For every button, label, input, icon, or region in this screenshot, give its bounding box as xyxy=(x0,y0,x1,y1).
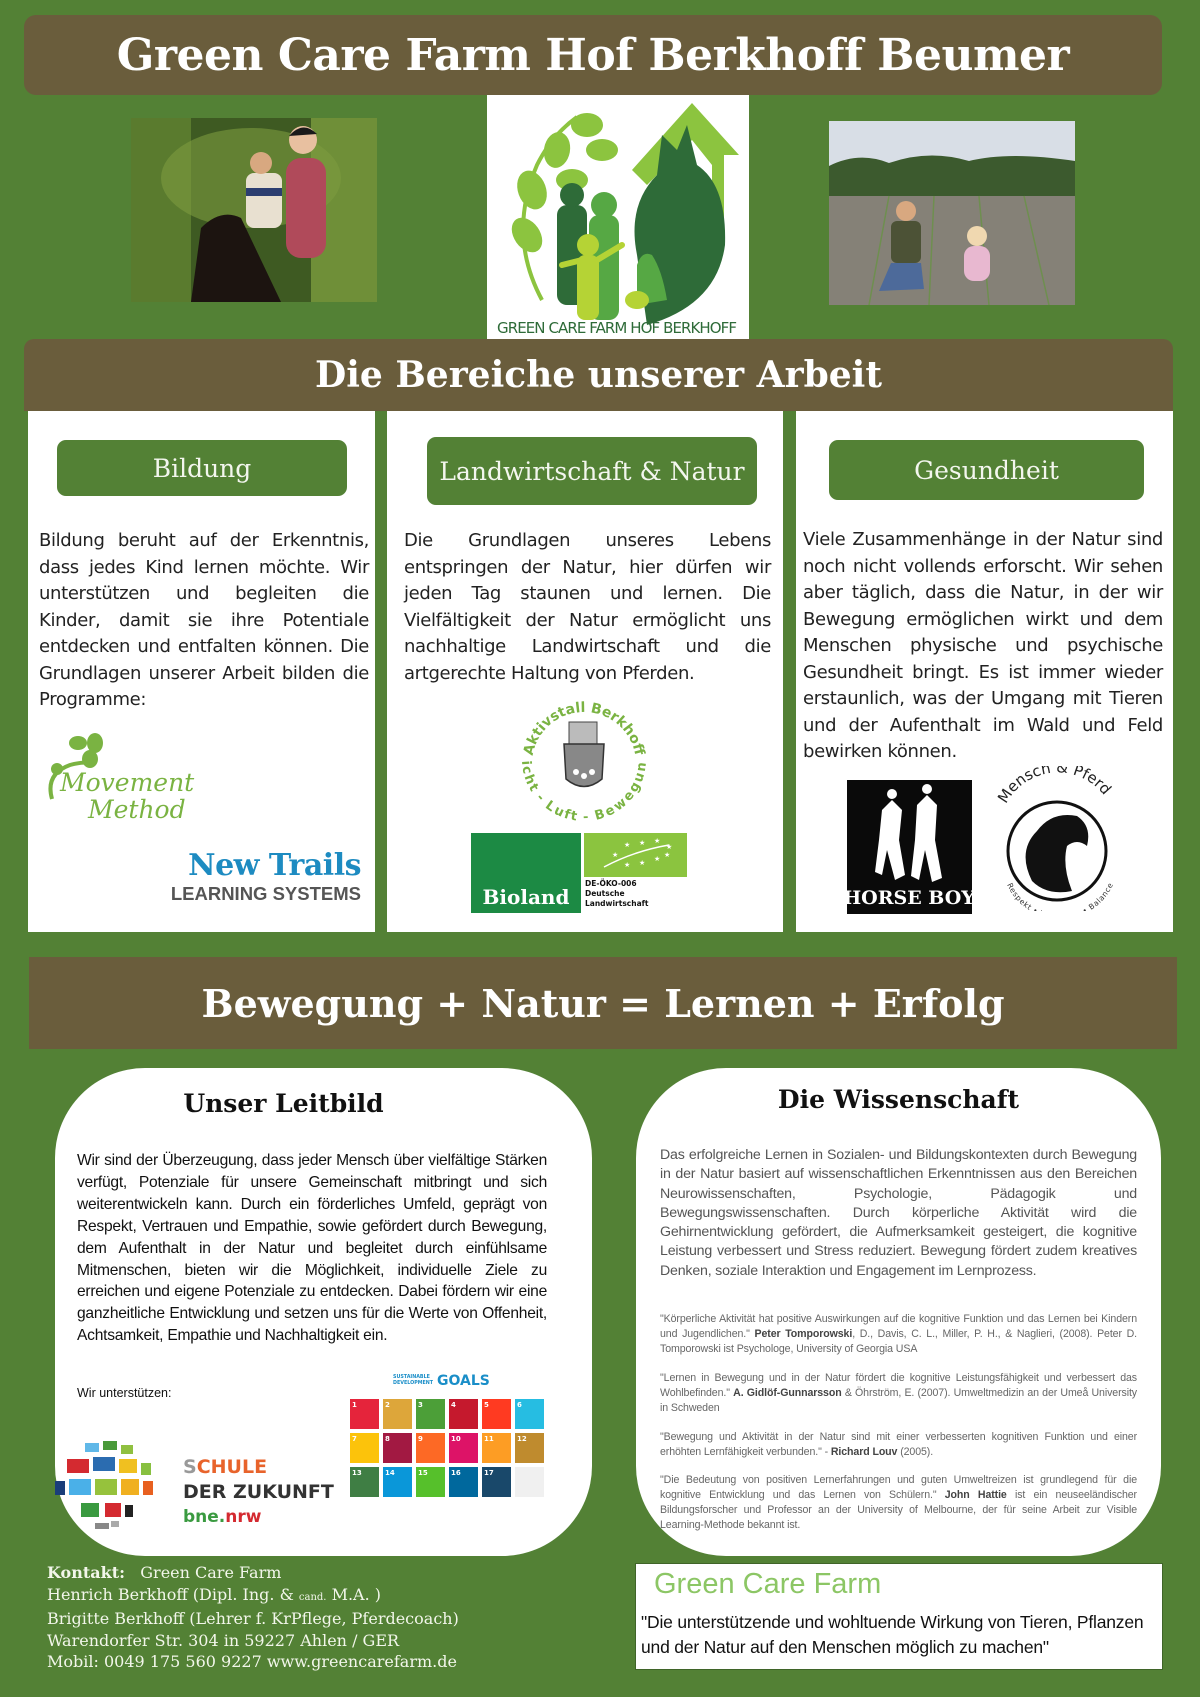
landwirtschaft-text: Die Grundlagen unseres Lebens entspringen der Natur, hier dürfen wir jeden Tag staunen und lernen. Die Vielfältigkeit der Natur ermöglicht uns nachhaltige Landwirtschaft und die artgerechte Haltung von Pferden. xyxy=(404,530,771,684)
learning-systems-text: LEARNING SYSTEMS xyxy=(170,883,361,904)
quote-text: "Bewegung und Aktivität in der Natur sind mit einer verbesserten kognitiven Funktion und einer erhöhten Lernfähigkeit verbunden." - xyxy=(660,1431,1137,1458)
quote-text: "Die Bedeutung von positiven Lernerfahrungen und guten Umweltreizen ist grundlegend für die kognitive Entwicklung und das Lernen von Schülern." xyxy=(660,1474,1137,1501)
sdg-tile-number: 17 xyxy=(484,1469,494,1477)
farm-logo-icon xyxy=(487,95,749,340)
bereiche-title: Die Bereiche unserer Arbeit xyxy=(315,354,882,396)
page-title: Green Care Farm Hof Berkhoff Beumer xyxy=(116,29,1070,81)
sdg-tile-number: 4 xyxy=(451,1401,456,1409)
column-gesundheit xyxy=(796,411,1173,932)
quote-source: & Öhrström, E. (2007). Umweltmedizin an der Umeå University in Schweden xyxy=(660,1387,1137,1414)
horse-boy-logo xyxy=(847,780,972,914)
wissenschaft-panel xyxy=(636,1068,1161,1556)
sdg-tile-grid xyxy=(350,1399,546,1497)
svg-text:★: ★ xyxy=(664,852,671,859)
aktivstall-text: Aktivstall Berkhoff xyxy=(520,699,648,758)
sdg-tile-number: 10 xyxy=(451,1435,461,1443)
sdg-tile xyxy=(383,1399,412,1429)
sdg-tile-number: 5 xyxy=(484,1401,489,1409)
sdg-tile xyxy=(449,1433,478,1463)
schule-s-text: S xyxy=(183,1456,197,1478)
contact-org: Green Care Farm xyxy=(140,1563,282,1582)
sdg-tile-number: 13 xyxy=(352,1469,362,1477)
sdg-tile xyxy=(350,1399,379,1429)
contact-phone-web[interactable]: Mobil: 0049 175 560 9227 www.greencarefarm.de xyxy=(47,1652,457,1672)
quote-tomporowski xyxy=(660,1312,1137,1357)
quote-source: (2005). xyxy=(897,1446,934,1458)
schule-der-zukunft-logo xyxy=(55,1435,335,1540)
sdg-tile xyxy=(515,1467,544,1497)
quote-text: "Lernen in Bewegung und in der Natur fördert die kognitive Leistungsfähigkeit und verbessert das Wohlbefinden." xyxy=(660,1372,1137,1399)
bildung-label: Bildung xyxy=(152,453,252,483)
sdg-tile-number: 15 xyxy=(418,1469,428,1477)
quote-author: John Hattie xyxy=(944,1489,1007,1501)
sdg-development-text: DEVELOPMENT xyxy=(393,1380,434,1386)
gesundheit-label: Gesundheit xyxy=(914,455,1059,485)
horse-riding-image xyxy=(131,118,377,302)
svg-text:★: ★ xyxy=(624,862,631,869)
quote-hattie xyxy=(660,1473,1137,1533)
der-zukunft-text: DER ZUKUNFT xyxy=(183,1481,334,1503)
logo-text: GREEN CARE FARM HOF BERKHOFF xyxy=(497,319,737,337)
contact-cand: cand. xyxy=(298,1591,327,1603)
leitbild-title: Unser Leitbild xyxy=(183,1089,384,1118)
svg-text:★: ★ xyxy=(639,840,646,847)
formula-title: Bewegung + Natur = Lernen + Erfolg xyxy=(201,980,1005,1026)
svg-text:★: ★ xyxy=(666,844,673,851)
sdg-goals-logo xyxy=(343,1373,548,1523)
new-trails-logo xyxy=(146,849,361,905)
field-image xyxy=(829,121,1075,305)
svg-text:★: ★ xyxy=(654,838,661,845)
quote-source: , D., Davis, C. L., Miller, P. H., & Naglieri, (2008). Peter D. Tomporowski ist Psychologe, University of Georgia USA xyxy=(660,1328,1137,1355)
sdg-tile xyxy=(482,1399,511,1429)
movement-method-logo xyxy=(40,729,240,829)
motto-box xyxy=(635,1563,1163,1670)
sdg-tile xyxy=(482,1433,511,1463)
column-bildung xyxy=(28,411,375,932)
movement-text: Movement xyxy=(60,768,195,797)
bildung-heading xyxy=(57,440,347,496)
quote-gidlof xyxy=(660,1371,1137,1416)
sdg-tile-number: 12 xyxy=(517,1435,527,1443)
sdg-tile xyxy=(416,1399,445,1429)
leaf-icon xyxy=(40,729,240,829)
contact-ma: M.A. ) xyxy=(326,1584,382,1604)
sdg-tile xyxy=(482,1467,511,1497)
svg-text:★: ★ xyxy=(639,860,646,867)
sdg-tile xyxy=(383,1433,412,1463)
schule-text-block xyxy=(183,1455,334,1530)
sdg-tile xyxy=(416,1433,445,1463)
quote-text: "Körperliche Aktivität hat positive Auswirkungen auf die kognitive Funktion und das Lernen bei Kindern und Jugendlichen." xyxy=(660,1313,1137,1340)
sdg-goals-text: GOALS xyxy=(437,1373,490,1389)
globe-tiles-icon xyxy=(55,1435,175,1540)
schule-text: CHULE xyxy=(196,1456,268,1478)
landwirtschaft-label: Landwirtschaft & Natur xyxy=(439,456,745,486)
new-trails-text: New Trails xyxy=(188,848,361,883)
sdg-tile xyxy=(449,1467,478,1497)
sdg-tile xyxy=(383,1467,412,1497)
sdg-tile xyxy=(515,1433,544,1463)
quote-author: A. Gidlöf-Gunnarsson xyxy=(733,1387,842,1399)
svg-text:★: ★ xyxy=(654,856,661,863)
respekt-text: Respekt • • Balance xyxy=(1005,881,1115,911)
contact-henrich: Henrich Berkhoff (Dipl. Ing. & xyxy=(47,1584,299,1604)
sdg-tile-number: 1 xyxy=(352,1401,357,1409)
contact-brigitte: Brigitte Berkhoff (Lehrer f. KrPflege, Pferdecoach) xyxy=(47,1609,459,1629)
leitbild-panel xyxy=(55,1068,592,1556)
bildung-text: Bildung beruht auf der Erkenntnis, dass jedes Kind lernen möchte. Wir unterstützen und begleiten die Kinder, damit sie ihre Potentiale entdecken und entfalten können. Die Grundlagen unserer Arbeit bilden die Programme: xyxy=(39,530,369,710)
sdg-tile xyxy=(416,1467,445,1497)
support-label: Wir unterstützen: xyxy=(77,1386,172,1400)
nrw-text: nrw xyxy=(225,1507,262,1527)
gesundheit-heading xyxy=(829,440,1144,500)
bioland-text: Bioland xyxy=(482,885,570,909)
contact-block xyxy=(47,1562,459,1673)
eu-organic-code xyxy=(585,879,649,909)
wissenschaft-title: Die Wissenschaft xyxy=(777,1085,1020,1114)
quote-author: Richard Louv xyxy=(830,1446,898,1458)
horse-head-circle-icon xyxy=(992,766,1122,911)
wissenschaft-text: Das erfolgreiche Lernen in Sozialen- und Bildungskontexten durch Bewegung in der Natur basiert auf wissenschaftlichen Erkenntnissen aus den Bereichen Neurowissenschaften, Psychologie, Pädagogik und Bewegungswissenschaften. Durch körperliche Aktivität wird die Gehirnentwicklung gefördert, die Aufmerksamkeit gesteigert, die kognitive Leistung verbessert und Stress reduziert. Bewegung fördert zudem kreatives Denken, soziale Interaktion und Engagement im Lernprozess. xyxy=(660,1147,1137,1279)
svg-text:★: ★ xyxy=(612,852,619,859)
formula-banner xyxy=(29,957,1177,1049)
sdg-tile-number: 9 xyxy=(418,1435,423,1443)
sdg-tile-number: 14 xyxy=(385,1469,395,1477)
sdg-tile-number: 11 xyxy=(484,1435,494,1443)
bereiche-banner xyxy=(24,339,1173,411)
bioland-eu-organic-logo xyxy=(471,833,687,913)
sdg-tile-number: 8 xyxy=(385,1435,390,1443)
aktivstall-logo xyxy=(514,694,654,824)
sdg-tile-number: 16 xyxy=(451,1469,461,1477)
method-text: Method xyxy=(88,795,186,824)
column-landwirtschaft xyxy=(387,411,783,932)
gesundheit-text: Viele Zusammenhänge in der Natur sind noch nicht vollends erforscht. Wir sehen aber täglich, dass die Natur, in der wir Bewegung ermöglichen wirkt und dem Menschen physische und psychische Gesundheit bringt. Es ist immer wieder erstaunlich, was der Umgang mit Tieren und der Aufenthalt im Wald und Feld bewirken können. xyxy=(803,529,1163,762)
sdg-tile-number: 7 xyxy=(352,1435,357,1443)
eu-organic-leaf-icon xyxy=(584,833,687,877)
deutsche-text: Deutsche xyxy=(585,889,625,898)
sdg-tile-number: 3 xyxy=(418,1401,423,1409)
photo-horse-riding xyxy=(131,118,377,302)
bioland-badge xyxy=(471,833,581,913)
sdg-small-title xyxy=(393,1375,433,1386)
mensch-pferd-text: Mensch & Pferd xyxy=(994,766,1115,807)
sdg-tile-number: 6 xyxy=(517,1401,522,1409)
sdg-tile-number: 2 xyxy=(385,1401,390,1409)
licht-luft-text: icht - Luft - Bewegun xyxy=(517,760,651,824)
leitbild-text: Wir sind der Überzeugung, dass jeder Mensch über vielfältige Stärken verfügt, Potenziale für unsere Gemeinschaft mitbringt und sich weiterentwickeln kann. Durch ein förderliches Umfeld, geprägt von Respekt, Vertrauen und Empathie, sowie gefördert durch Bewegung, dem Aufenthalt in der Natur und begleitet durch einfühlsame Mitmenschen, bieten wir die Möglichkeit, individuelle Ziele zu erreichen und eigene Potenziale zu entdecken. Dabei fördern wir eine ganzheitliche Entwicklung und setzen uns für die Werte von Offenheit, Achtsamkeit, Empathie und Nachhaltigkeit ein. xyxy=(77,1152,547,1345)
page-title-banner xyxy=(24,15,1162,95)
sdg-tile xyxy=(350,1467,379,1497)
photo-field xyxy=(829,121,1075,305)
motto-text: "Die unterstützende und wohltuende Wirkung von Tieren, Pflanzen und der Natur auf den Menschen möglich zu machen" xyxy=(641,1612,1144,1657)
green-care-farm-logo xyxy=(487,95,749,340)
organic-code-text: DE-ÖKO-006 xyxy=(585,879,637,888)
coat-of-arms-icon xyxy=(514,694,654,824)
horse-boy-text: HORSE BOY xyxy=(847,887,972,909)
motto-title: Green Care Farm xyxy=(654,1568,882,1600)
quote-louv xyxy=(660,1430,1137,1460)
bne-text: bne. xyxy=(183,1507,226,1527)
sdg-sustainable-text: SUSTAINABLE xyxy=(393,1375,430,1380)
mensch-pferd-logo xyxy=(992,766,1122,911)
landwirtschaft-small-text: Landwirtschaft xyxy=(585,899,649,908)
quote-source: ist ein neuseeländischer Bildungsforscher und Professor an der University of Melbourne, der für seine Arbeit zur Visible Learning-Methode bekannt ist. xyxy=(660,1489,1137,1531)
sdg-tile xyxy=(350,1433,379,1463)
contact-address: Warendorfer Str. 304 in 59227 Ahlen / GER xyxy=(47,1630,400,1650)
quote-author: Peter Tomporowski xyxy=(754,1328,853,1340)
horse-riders-icon xyxy=(847,780,972,914)
landwirtschaft-heading xyxy=(427,437,757,505)
sdg-tile xyxy=(449,1399,478,1429)
sdg-tile xyxy=(515,1399,544,1429)
svg-text:★: ★ xyxy=(624,842,631,849)
contact-label: Kontakt: xyxy=(47,1563,125,1582)
svg-text:Mensch & Pferd xyxy=(994,766,1115,806)
